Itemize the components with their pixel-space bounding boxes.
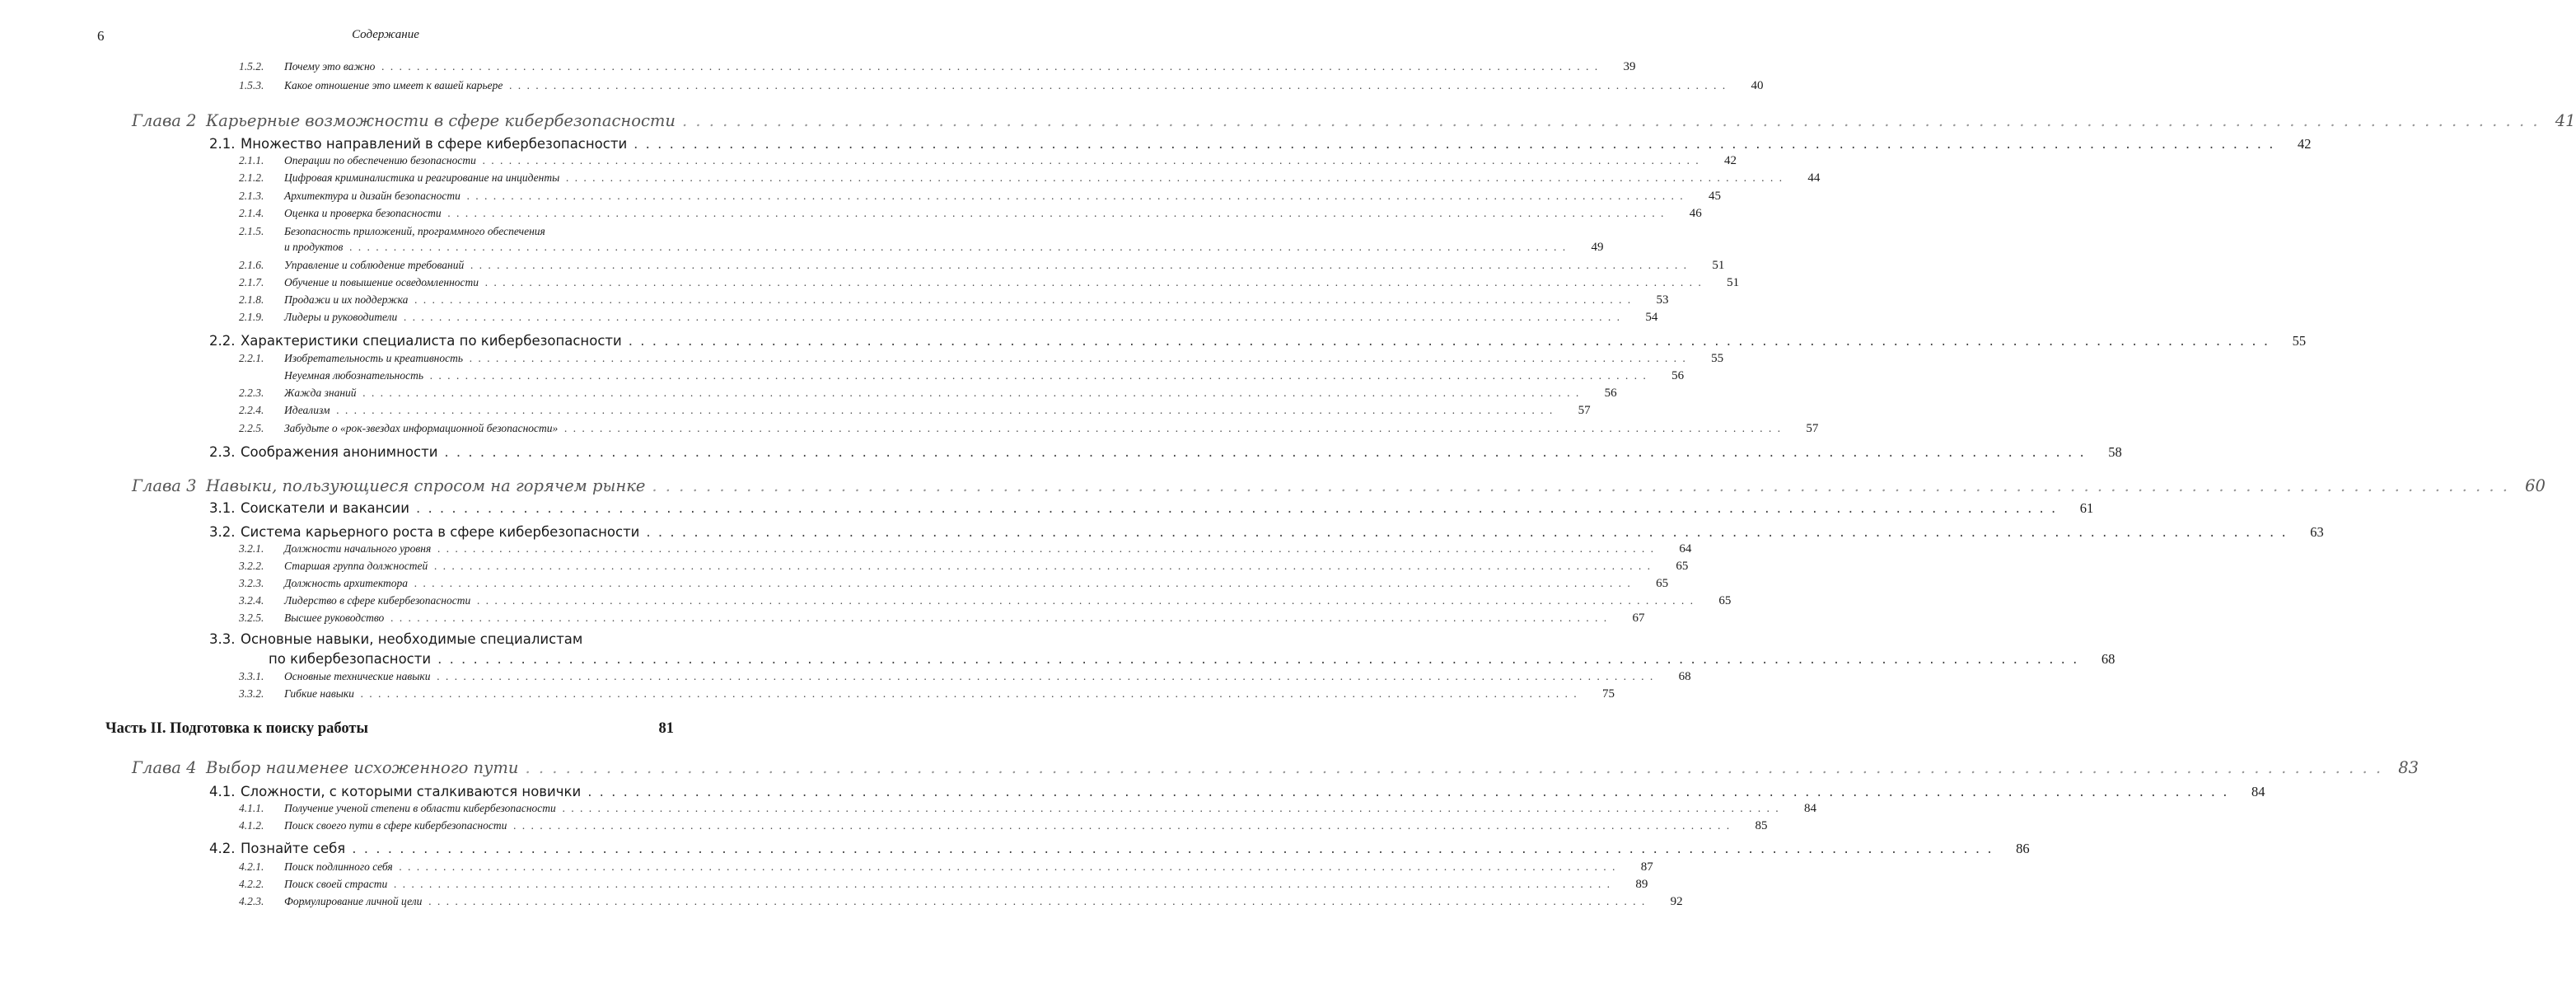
entry-title: Должности начального уровня [284,542,432,555]
entry-number: 2.1.7. [239,276,264,288]
entry-page-number: 65 [1676,560,1689,573]
leader-dots [404,311,1621,324]
toc-entry [239,207,1702,221]
entry-title: Лидеры и руководители [284,311,398,323]
entry-number: 2.3. [209,444,236,460]
entry-title: Поиск своего пути в сфере кибербезопасности [284,819,507,832]
leader-dots [629,333,2270,349]
entry-title: Характеристики специалиста по кибербезопасности [241,333,622,349]
toc-entry [105,720,674,738]
entry-page-number: 92 [1670,895,1683,908]
toc-entry [239,895,1683,909]
entry-page-number: 45 [1709,190,1721,203]
entry-number: 3.2.2. [239,560,264,572]
toc-entry [209,136,2312,152]
toc-entry [239,687,1615,701]
entry-page-number: 89 [1635,878,1648,891]
toc-entry [239,293,1669,307]
toc-entry [132,476,2546,495]
entry-page-number: 40 [1751,79,1764,92]
entry-page-number: 67 [1632,612,1645,625]
entry-number: 2.1.1. [239,154,264,166]
entry-title: Управление и соблюдение требований [284,259,465,271]
entry-title: Неуемная любознательность [284,369,423,382]
entry-page-number: 42 [2298,136,2312,152]
entry-number: Глава 4 [132,758,197,777]
entry-number: 4.2.3. [239,895,264,907]
entry-page-number: 84 [1803,802,1816,815]
entry-number: 2.2. [209,333,236,349]
leader-dots [563,802,1780,815]
entry-page-number: 81 [658,720,674,737]
leader-dots [509,79,1727,92]
toc-entry [239,259,1725,273]
entry-number: 4.2.2. [239,878,264,890]
leader-dots [349,241,1567,254]
entry-title: Поиск своей страсти [284,878,388,890]
toc-entry [239,190,1721,204]
entry-title: Карьерные возможности в сфере кибербезопасности [206,111,676,130]
entry-page-number: 56 [1604,387,1617,400]
entry-page-number: 65 [1656,577,1669,590]
toc-entry [239,560,1689,574]
entry-page-number: 60 [2525,476,2546,495]
leader-dots [467,190,1685,203]
leader-dots [437,651,2078,667]
leader-dots [444,444,2085,460]
entry-title: Получение ученой степени в области кибербезопасности [284,802,556,814]
entry-number: 3.2.1. [239,542,264,555]
entry-title: Какое отношение это имеет к вашей карьере [284,79,503,91]
entry-page-number: 51 [1712,259,1725,272]
toc-entry [239,802,1816,816]
entry-title: Цифровая криминалистика и реагирование на инциденты [284,171,560,184]
entry-page-number: 56 [1671,369,1685,382]
entry-page-number: 64 [1679,542,1692,555]
entry-number: 2.1.6. [239,259,264,271]
entry-number: 3.3.2. [239,687,264,700]
toc-entry [239,276,1740,290]
toc-entry [239,542,1692,556]
leader-dots [381,60,1599,73]
toc-entry [209,500,2094,517]
entry-number: 2.1.2. [239,171,264,184]
leader-dots [430,369,1648,382]
entry-title: Соискатели и вакансии [241,500,409,516]
leader-dots [363,387,1581,400]
toc-entry [239,670,1691,684]
toc-entry [209,333,2307,349]
leader-dots [525,758,2382,777]
entry-title: Забудьте о «рок-звездах информационной безопасности» [284,422,559,434]
toc-entry [269,651,2115,668]
leader-dots [448,207,1666,220]
toc-entry-first-line [239,225,545,238]
entry-number: 4.1.2. [239,819,264,832]
entry-number: 2.1.8. [239,293,264,306]
toc-entry [209,841,2030,857]
entry-number: 2.1.3. [239,190,264,202]
entry-page-number: 84 [2251,784,2265,799]
entry-page-number: 83 [2398,758,2419,777]
entry-title: Основные технические навыки [284,670,431,682]
toc-entry-first-line [209,631,582,647]
entry-number: 2.2.5. [239,422,264,434]
entry-title: Навыки, пользующиеся спросом на горячем рынке [206,476,646,495]
leader-dots [416,500,2057,516]
toc-entry [209,444,2122,461]
toc-entry [239,404,1591,418]
leader-dots [437,542,1655,555]
entry-page-number: 87 [1640,860,1653,874]
leader-dots [437,670,1654,683]
entry-number: 2.2.4. [239,404,264,416]
entry-title-continuation: по кибербезопасности [269,651,432,667]
toc-entry [239,311,1658,325]
entry-number: 3.2.4. [239,594,264,607]
entry-page-number: 85 [1755,819,1768,832]
entry-title: Безопасность приложений, программного обеспечения [284,225,545,237]
leader-dots [566,171,1784,185]
page-number: 6 [97,28,105,44]
page-header [97,28,674,46]
entry-number: 2.2.3. [239,387,264,399]
entry-title: Множество направлений в сфере кибербезопасности [241,136,628,152]
entry-title: Соображения анонимности [241,444,438,460]
entry-number: 4.1.1. [239,802,264,814]
entry-title: Гибкие навыки [284,687,354,700]
entry-number: 3.2. [209,524,236,540]
toc-entry [209,784,2265,800]
leader-dots [477,594,1695,607]
toc-entry [132,758,2419,777]
leader-dots [428,895,1646,908]
entry-number: 3.3.1. [239,670,264,682]
entry-title: Обучение и повышение осведомленности [284,276,479,288]
entry-number: 3.2.3. [239,577,264,589]
entry-number: 3.1. [209,500,236,516]
leader-dots [470,352,1687,365]
toc-entry [239,387,1617,401]
toc-entry [239,79,1764,93]
entry-title: Выбор наименее исхоженного пути [206,758,519,777]
leader-dots [564,422,1782,435]
entry-page-number: 68 [2101,651,2115,667]
entry-page-number: 49 [1591,241,1604,254]
leader-dots [646,524,2287,540]
entry-title: Лидерство в сфере кибербезопасности [284,594,471,607]
part-title: Часть II. Подготовка к поиску работы [105,720,368,737]
leader-dots [434,560,1652,573]
entry-number: 1.5.2. [239,60,264,73]
leader-dots [513,819,1731,832]
entry-title: Продажи и их поддержка [284,293,409,306]
entry-page-number: 55 [1711,352,1724,365]
leader-dots [483,154,1700,167]
entry-number: 3.3. [209,631,236,647]
leader-dots [390,612,1608,625]
toc-entry [239,154,1737,168]
entry-title: Идеализм [284,404,330,416]
entry-title: Старшая группа должностей [284,560,428,572]
toc-entry [239,352,1724,366]
entry-page-number: 41 [2555,111,2576,130]
toc-entry [239,171,1821,185]
entry-number: Глава 2 [132,111,197,130]
toc-entry [239,577,1669,591]
entry-page-number: 55 [2292,333,2307,349]
entry-page-number: 53 [1656,293,1669,307]
entry-title: Основные навыки, необходимые специалистам [241,631,583,647]
toc-entry [209,524,2324,541]
entry-number: 2.1.4. [239,207,264,219]
entry-page-number: 46 [1689,207,1702,220]
entry-page-number: 39 [1623,60,1636,73]
entry-title: Сложности, с которыми сталкиваются новички [241,784,582,799]
entry-page-number: 57 [1806,422,1819,435]
entry-title: Жажда знаний [284,387,357,399]
entry-title: Операции по обеспечению безопасности [284,154,476,166]
entry-title: Архитектура и дизайн безопасности [284,190,461,202]
toc-entry [132,111,2576,130]
leader-dots [682,111,2540,130]
leader-dots [652,476,2509,495]
entry-page-number: 68 [1678,670,1691,683]
entry-title-continuation: и продуктов [284,241,344,253]
running-title: Содержание [352,28,419,41]
leader-dots [485,276,1703,289]
leader-dots [361,687,1578,701]
entry-title: Формулирование личной цели [284,895,423,907]
leader-dots [400,860,1617,874]
leader-dots [470,259,1688,272]
entry-title: Поиск подлинного себя [284,860,393,873]
leader-dots [633,136,2274,152]
entry-page-number: 61 [2079,500,2094,516]
entry-page-number: 42 [1724,154,1737,167]
entry-title: Изобретательность и креативность [284,352,464,364]
leader-dots [414,577,1632,590]
toc-entry [239,369,1685,383]
entry-page-number: 44 [1807,171,1821,185]
entry-title: Должность архитектора [284,577,409,589]
entry-page-number: 58 [2108,444,2122,460]
entry-page-number: 75 [1602,687,1615,701]
toc-entry [239,878,1648,892]
entry-number: 2.1. [209,136,236,152]
leader-dots [414,293,1632,307]
entry-number: 4.2. [209,841,236,856]
toc-entry [239,860,1653,874]
entry-title: Система карьерного роста в сфере кибербезопасности [241,524,640,540]
entry-page-number: 63 [2310,524,2324,540]
toc-entry [284,241,1604,255]
toc-entry [239,60,1636,74]
leader-dots [394,878,1611,891]
toc-entry [239,594,1732,608]
toc-entry [239,612,1645,626]
entry-page-number: 54 [1645,311,1658,324]
entry-title: Познайте себя [241,841,346,856]
entry-number: Глава 3 [132,476,197,495]
entry-title: Высшее руководство [284,612,385,624]
entry-page-number: 51 [1727,276,1740,289]
toc-entry [239,819,1768,833]
leader-dots [352,841,1993,856]
entry-number: 2.1.5. [239,225,264,237]
toc-entry [239,422,1819,436]
entry-page-number: 57 [1578,404,1591,417]
leader-dots [587,784,2228,799]
entry-number: 4.1. [209,784,236,799]
entry-number: 1.5.3. [239,79,264,91]
leader-dots [337,404,1554,417]
entry-page-number: 86 [2016,841,2030,856]
entry-number: 2.2.1. [239,352,264,364]
entry-title: Оценка и проверка безопасности [284,207,442,219]
entry-number: 4.2.1. [239,860,264,873]
entry-title: Почему это важно [284,60,376,73]
entry-number: 2.1.9. [239,311,264,323]
entry-number: 3.2.5. [239,612,264,624]
entry-page-number: 65 [1718,594,1732,607]
